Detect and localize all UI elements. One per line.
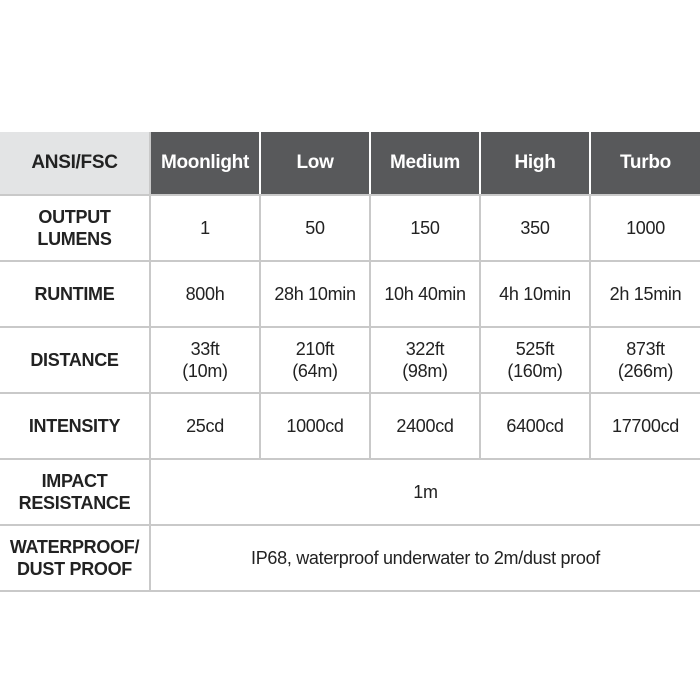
lumens-turbo: 1000 (590, 195, 700, 261)
distance-turbo (590, 327, 700, 393)
lumens-moonlight: 1 (150, 195, 260, 261)
intensity-medium: 2400cd (370, 393, 480, 459)
mode-low-header: Low (260, 132, 370, 195)
table-row-impact-resistance (0, 459, 700, 525)
intensity-low: 1000cd (260, 393, 370, 459)
distance-meters: (64m) (292, 361, 338, 381)
distance-low (260, 327, 370, 393)
distance-moonlight (150, 327, 260, 393)
table-row-distance (0, 327, 700, 393)
distance-feet: 210ft (295, 339, 335, 359)
waterproof-value: IP68, waterproof underwater to 2m/dust proof (150, 525, 700, 591)
lumens-medium: 150 (370, 195, 480, 261)
header-row (0, 132, 700, 195)
row-label-waterproof (0, 525, 150, 591)
table-body (0, 195, 700, 591)
distance-medium (370, 327, 480, 393)
row-label-line: LUMENS (37, 229, 112, 249)
row-label-distance: DISTANCE (0, 327, 150, 393)
runtime-moonlight: 800h (150, 261, 260, 327)
distance-feet: 33ft (190, 339, 220, 359)
distance-feet: 322ft (405, 339, 445, 359)
runtime-medium: 10h 40min (370, 261, 480, 327)
row-label-line: DUST PROOF (16, 559, 132, 579)
row-label-line: WATERPROOF/ (9, 537, 140, 557)
row-label-output-lumens (0, 195, 150, 261)
impact-resistance-value: 1m (150, 459, 700, 525)
distance-feet: 873ft (626, 339, 665, 359)
row-label-intensity: INTENSITY (0, 393, 150, 459)
table-row-waterproof (0, 525, 700, 591)
runtime-high: 4h 10min (480, 261, 590, 327)
table-row-runtime (0, 261, 700, 327)
intensity-turbo: 17700cd (590, 393, 700, 459)
corner-label: ANSI/FSC (0, 132, 150, 195)
distance-meters: (10m) (182, 361, 228, 381)
row-label-line: OUTPUT (38, 207, 111, 227)
spec-table (0, 132, 700, 592)
distance-meters: (266m) (617, 361, 674, 381)
lumens-high: 350 (480, 195, 590, 261)
row-label-line: RESISTANCE (18, 493, 131, 513)
intensity-moonlight: 25cd (150, 393, 260, 459)
distance-meters: (160m) (507, 361, 563, 381)
mode-moonlight-header: Moonlight (150, 132, 260, 195)
mode-turbo-header: Turbo (590, 132, 700, 195)
mode-high-header: High (480, 132, 590, 195)
row-label-impact-resistance (0, 459, 150, 525)
table-header (0, 132, 700, 195)
distance-high (480, 327, 590, 393)
runtime-turbo: 2h 15min (590, 261, 700, 327)
distance-meters: (98m) (402, 361, 448, 381)
distance-feet: 525ft (515, 339, 555, 359)
intensity-high: 6400cd (480, 393, 590, 459)
lumens-low: 50 (260, 195, 370, 261)
row-label-line: IMPACT (41, 471, 108, 491)
table-row-intensity (0, 393, 700, 459)
row-label-runtime: RUNTIME (0, 261, 150, 327)
table-row-output-lumens (0, 195, 700, 261)
mode-medium-header: Medium (370, 132, 480, 195)
runtime-low: 28h 10min (260, 261, 370, 327)
